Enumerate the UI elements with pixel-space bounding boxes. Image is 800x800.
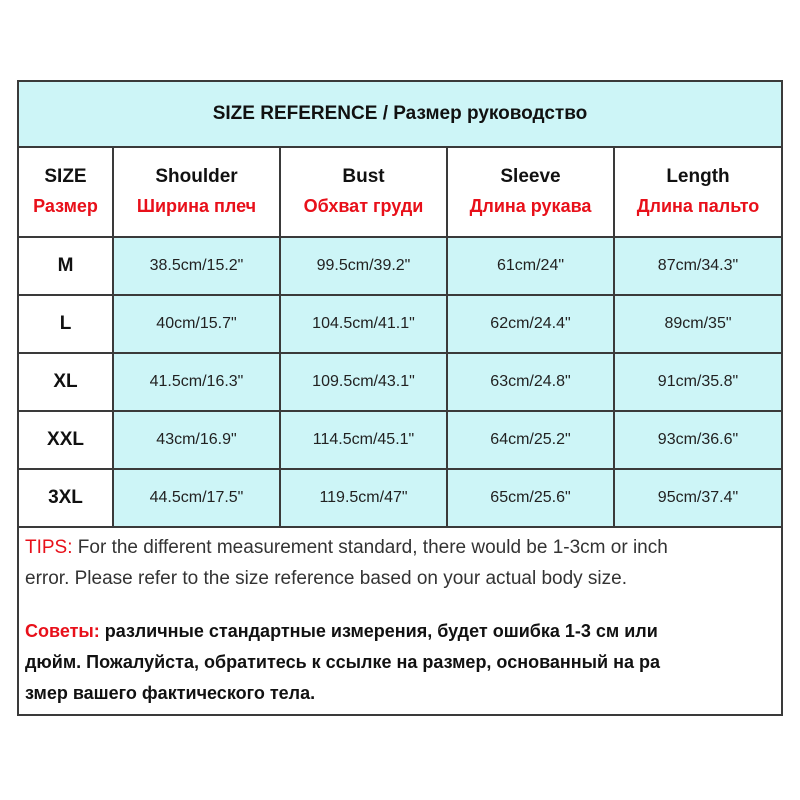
length-cell: 87cm/34.3" xyxy=(614,237,781,295)
tips-line-1 xyxy=(25,532,775,563)
size-cell: M xyxy=(19,237,113,295)
shoulder-cell: 44.5cm/17.5" xyxy=(113,469,280,527)
tips-section xyxy=(19,528,781,709)
tips-text-2: error. Please refer to the size reference based on your actual body size. xyxy=(25,568,627,589)
header-bust: Bust xyxy=(280,148,447,192)
table-row xyxy=(19,353,781,411)
header-row-ru xyxy=(19,192,781,237)
header-length-ru: Длина пальто xyxy=(614,192,781,237)
header-row-en xyxy=(19,148,781,192)
bust-cell: 99.5cm/39.2" xyxy=(280,237,447,295)
length-cell: 93cm/36.6" xyxy=(614,411,781,469)
sleeve-cell: 63cm/24.8" xyxy=(447,353,614,411)
size-cell: XXL xyxy=(19,411,113,469)
sleeve-cell: 62cm/24.4" xyxy=(447,295,614,353)
tips-ru-text-1: различные стандартные измерения, будет ошибка 1-3 см или xyxy=(99,621,658,641)
shoulder-cell: 40cm/15.7" xyxy=(113,295,280,353)
tips-ru-label: Советы: xyxy=(25,621,100,641)
tips-ru-line-1 xyxy=(25,616,775,647)
size-cell: 3XL xyxy=(19,469,113,527)
sleeve-cell: 64cm/25.2" xyxy=(447,411,614,469)
shoulder-cell: 41.5cm/16.3" xyxy=(113,353,280,411)
length-cell: 91cm/35.8" xyxy=(614,353,781,411)
size-chart xyxy=(17,80,783,716)
size-cell: XL xyxy=(19,353,113,411)
bust-cell: 109.5cm/43.1" xyxy=(280,353,447,411)
tips-ru xyxy=(25,616,775,709)
sleeve-cell: 65cm/25.6" xyxy=(447,469,614,527)
header-shoulder: Shoulder xyxy=(113,148,280,192)
length-cell: 95cm/37.4" xyxy=(614,469,781,527)
tips-en xyxy=(25,532,775,594)
tips-ru-text-3: змер вашего фактического тела. xyxy=(25,683,316,703)
header-bust-ru: Обхват груди xyxy=(280,192,447,237)
size-cell: L xyxy=(19,295,113,353)
header-sleeve: Sleeve xyxy=(447,148,614,192)
tips-ru-text-2: дюйм. Пожалуйста, обратитесь к ссылке на размер, основанный на ра xyxy=(25,652,660,672)
table-row xyxy=(19,295,781,353)
table-row xyxy=(19,411,781,469)
table-row xyxy=(19,237,781,295)
length-cell: 89cm/35" xyxy=(614,295,781,353)
tips-label: TIPS: xyxy=(25,537,73,558)
bust-cell: 114.5cm/45.1" xyxy=(280,411,447,469)
sleeve-cell: 61cm/24" xyxy=(447,237,614,295)
shoulder-cell: 38.5cm/15.2" xyxy=(113,237,280,295)
chart-title: SIZE REFERENCE / Размер руководство xyxy=(19,82,781,148)
header-size: SIZE xyxy=(19,148,113,192)
table-row xyxy=(19,469,781,527)
tips-text-1: For the different measurement standard, there would be 1-3cm or inch xyxy=(72,537,668,558)
header-sleeve-ru: Длина рукава xyxy=(447,192,614,237)
shoulder-cell: 43cm/16.9" xyxy=(113,411,280,469)
header-length: Length xyxy=(614,148,781,192)
header-shoulder-ru: Ширина плеч xyxy=(113,192,280,237)
header-size-ru: Размер xyxy=(19,192,113,237)
bust-cell: 119.5cm/47" xyxy=(280,469,447,527)
bust-cell: 104.5cm/41.1" xyxy=(280,295,447,353)
size-table xyxy=(19,148,781,528)
